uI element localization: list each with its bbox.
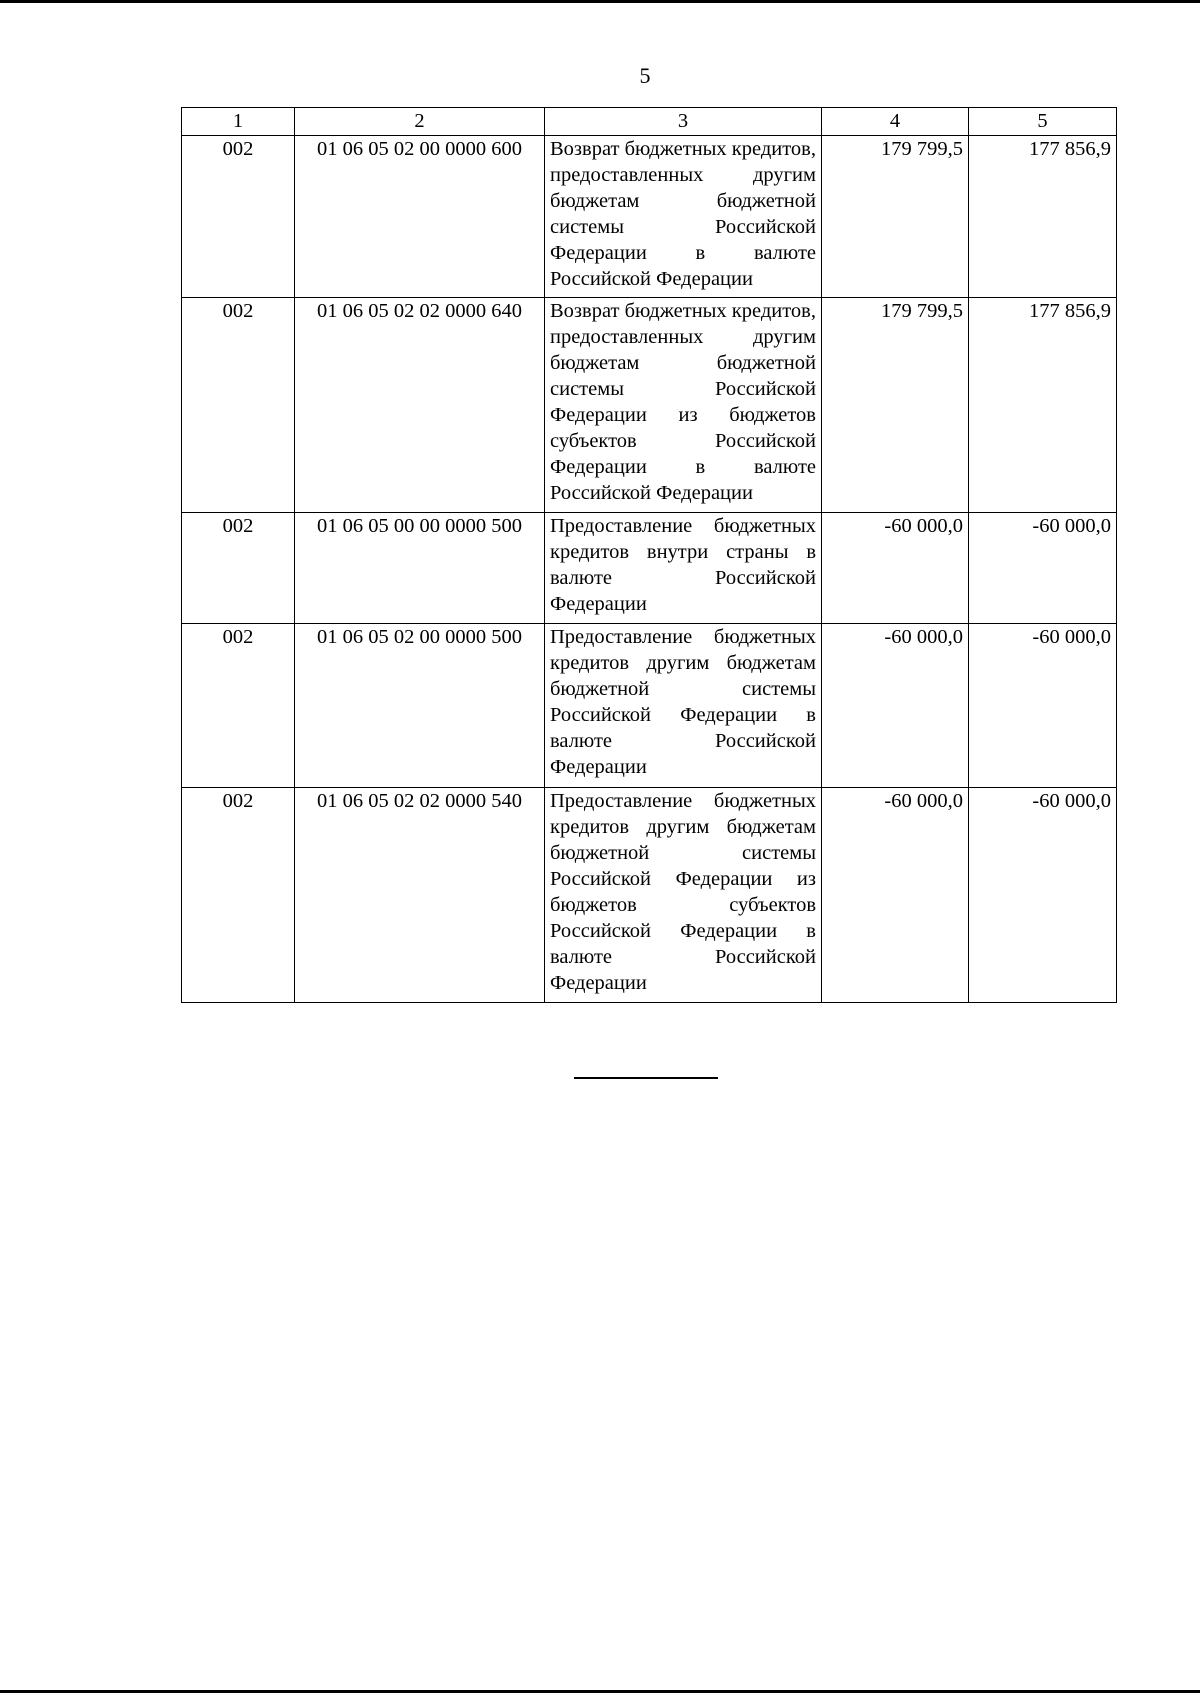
value-column-4-cell: 179 799,5	[822, 298, 969, 513]
budget-sources-table	[181, 107, 1117, 1003]
table-row	[182, 788, 1117, 1003]
classification-code-cell: 01 06 05 00 00 0000 500	[295, 513, 545, 624]
description-cell: Возврат бюджетных кредитов, предоставленных другим бюджетам бюджетной системы Российской Федерации в валюте Российской Федерации	[545, 136, 822, 298]
table-row	[182, 624, 1117, 788]
value-column-4-cell: 179 799,5	[822, 136, 969, 298]
column-header-5: 5	[969, 108, 1117, 136]
admin-code-cell: 002	[182, 513, 295, 624]
table-header-row	[182, 108, 1117, 136]
page-number: 5	[639, 63, 651, 88]
value-column-4-cell: -60 000,0	[822, 624, 969, 788]
table-row	[182, 136, 1117, 298]
admin-code-cell: 002	[182, 788, 295, 1003]
table-row	[182, 298, 1117, 513]
classification-code-cell: 01 06 05 02 02 0000 540	[295, 788, 545, 1003]
value-column-5-cell: -60 000,0	[969, 624, 1117, 788]
value-column-5-cell: -60 000,0	[969, 788, 1117, 1003]
table-row	[182, 513, 1117, 624]
description-cell: Предоставление бюджетных кредитов внутри страны в валюте Российской Федерации	[545, 513, 822, 624]
admin-code-cell: 002	[182, 298, 295, 513]
description-cell: Предоставление бюджетных кредитов другим бюджетам бюджетной системы Российской Федерации в валюте Российской Федерации	[545, 624, 822, 788]
column-header-3: 3	[545, 108, 822, 136]
value-column-5-cell: -60 000,0	[969, 513, 1117, 624]
admin-code-cell: 002	[182, 624, 295, 788]
column-header-4: 4	[822, 108, 969, 136]
scan-edge-bottom	[0, 1690, 1200, 1693]
closing-rule	[574, 1077, 718, 1079]
value-column-4-cell: -60 000,0	[822, 788, 969, 1003]
description-cell: Предоставление бюджетных кредитов другим бюджетам бюджетной системы Российской Федерации из бюджетов субъектов Российской Федерации в валюте Российской Федерации	[545, 788, 822, 1003]
classification-code-cell: 01 06 05 02 00 0000 600	[295, 136, 545, 298]
description-cell: Возврат бюджетных кредитов, предоставленных другим бюджетам бюджетной системы Российской Федерации из бюджетов субъектов Российской Федерации в валюте Российской Федерации	[545, 298, 822, 513]
admin-code-cell: 002	[182, 136, 295, 298]
classification-code-cell: 01 06 05 02 02 0000 640	[295, 298, 545, 513]
value-column-5-cell: 177 856,9	[969, 298, 1117, 513]
classification-code-cell: 01 06 05 02 00 0000 500	[295, 624, 545, 788]
scan-edge-top	[0, 0, 1200, 3]
column-header-1: 1	[182, 108, 295, 136]
value-column-5-cell: 177 856,9	[969, 136, 1117, 298]
value-column-4-cell: -60 000,0	[822, 513, 969, 624]
column-header-2: 2	[295, 108, 545, 136]
